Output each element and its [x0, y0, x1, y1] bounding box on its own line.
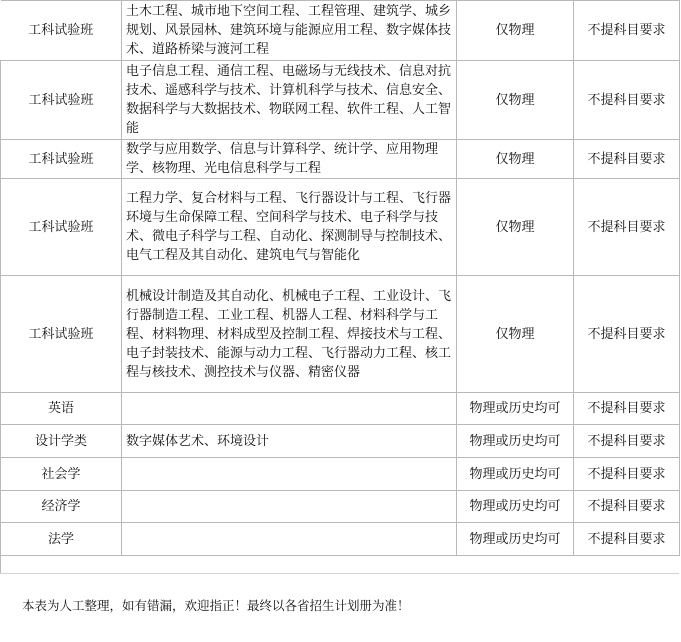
subject-cell: 物理或历史均可	[457, 523, 574, 556]
footer-area	[0, 553, 679, 642]
requirement-cell: 不提科目要求	[574, 425, 680, 458]
subject-cell: 物理或历史均可	[457, 425, 574, 458]
table-row	[1, 276, 680, 393]
majors-cell: 电子信息工程、通信工程、电磁场与无线技术、信息对抗技术、遥感科学与技术、计算机科学与技术、信息安全、数据科学与大数据技术、物联网工程、软件工程、人工智能	[122, 61, 457, 140]
subject-cell: 仅物理	[457, 140, 574, 179]
subject-cell: 仅物理	[457, 179, 574, 276]
footer-note: 本表为人工整理，如有错漏，欢迎指正！最终以各省招生计划册为准！	[22, 598, 410, 613]
table-row	[1, 1, 680, 61]
subject-cell: 物理或历史均可	[457, 393, 574, 425]
category-cell: 工科试验班	[1, 61, 122, 140]
table-row	[1, 523, 680, 556]
category-cell: 设计学类	[1, 425, 122, 458]
table-row	[1, 425, 680, 458]
majors-cell: 数字媒体艺术、环境设计	[122, 425, 457, 458]
subject-cell: 仅物理	[457, 1, 574, 61]
requirement-cell: 不提科目要求	[574, 458, 680, 491]
table-row	[1, 458, 680, 491]
category-cell: 英语	[1, 393, 122, 425]
requirement-cell: 不提科目要求	[574, 179, 680, 276]
majors-cell	[122, 491, 457, 523]
requirement-cell: 不提科目要求	[574, 276, 680, 393]
category-cell: 工科试验班	[1, 179, 122, 276]
majors-cell: 数学与应用数学、信息与计算科学、统计学、应用物理学、核物理、光电信息科学与工程	[122, 140, 457, 179]
requirement-cell: 不提科目要求	[574, 523, 680, 556]
category-cell: 经济学	[1, 491, 122, 523]
table-row	[1, 491, 680, 523]
category-cell: 社会学	[1, 458, 122, 491]
table-row	[1, 393, 680, 425]
footer-divider	[0, 573, 679, 574]
majors-cell	[122, 523, 457, 556]
requirement-cell: 不提科目要求	[574, 393, 680, 425]
table-row	[1, 179, 680, 276]
requirement-cell: 不提科目要求	[574, 491, 680, 523]
category-cell: 法学	[1, 523, 122, 556]
category-cell: 工科试验班	[1, 140, 122, 179]
majors-cell	[122, 458, 457, 491]
subject-cell: 物理或历史均可	[457, 491, 574, 523]
subject-cell: 仅物理	[457, 61, 574, 140]
requirement-cell: 不提科目要求	[574, 1, 680, 61]
majors-cell: 机械设计制造及其自动化、机械电子工程、工业设计、飞行器制造工程、工业工程、机器人工程、材料科学与工程、材料物理、材料成型及控制工程、焊接技术与工程、电子封装技术、能源与动力工程、飞行器动力工程、核工程与核技术、测控技术与仪器、精密仪器	[122, 276, 457, 393]
category-cell: 工科试验班	[1, 276, 122, 393]
majors-cell: 工程力学、复合材料与工程、飞行器设计与工程、飞行器环境与生命保障工程、空间科学与技术、电子科学与技术、微电子科学与工程、自动化、探测制导与控制技术、电气工程及其自动化、建筑电气与智能化	[122, 179, 457, 276]
table-row	[1, 140, 680, 179]
requirement-cell: 不提科目要求	[574, 140, 680, 179]
table-row	[1, 61, 680, 140]
majors-cell	[122, 393, 457, 425]
subject-cell: 仅物理	[457, 276, 574, 393]
category-cell: 工科试验班	[1, 1, 122, 61]
requirement-cell: 不提科目要求	[574, 61, 680, 140]
majors-cell: 土木工程、城市地下空间工程、工程管理、建筑学、城乡规划、风景园林、建筑环境与能源应用工程、数字媒体技术、道路桥梁与渡河工程	[122, 1, 457, 61]
table-left-border-stub	[0, 553, 1, 573]
subject-cell: 物理或历史均可	[457, 458, 574, 491]
